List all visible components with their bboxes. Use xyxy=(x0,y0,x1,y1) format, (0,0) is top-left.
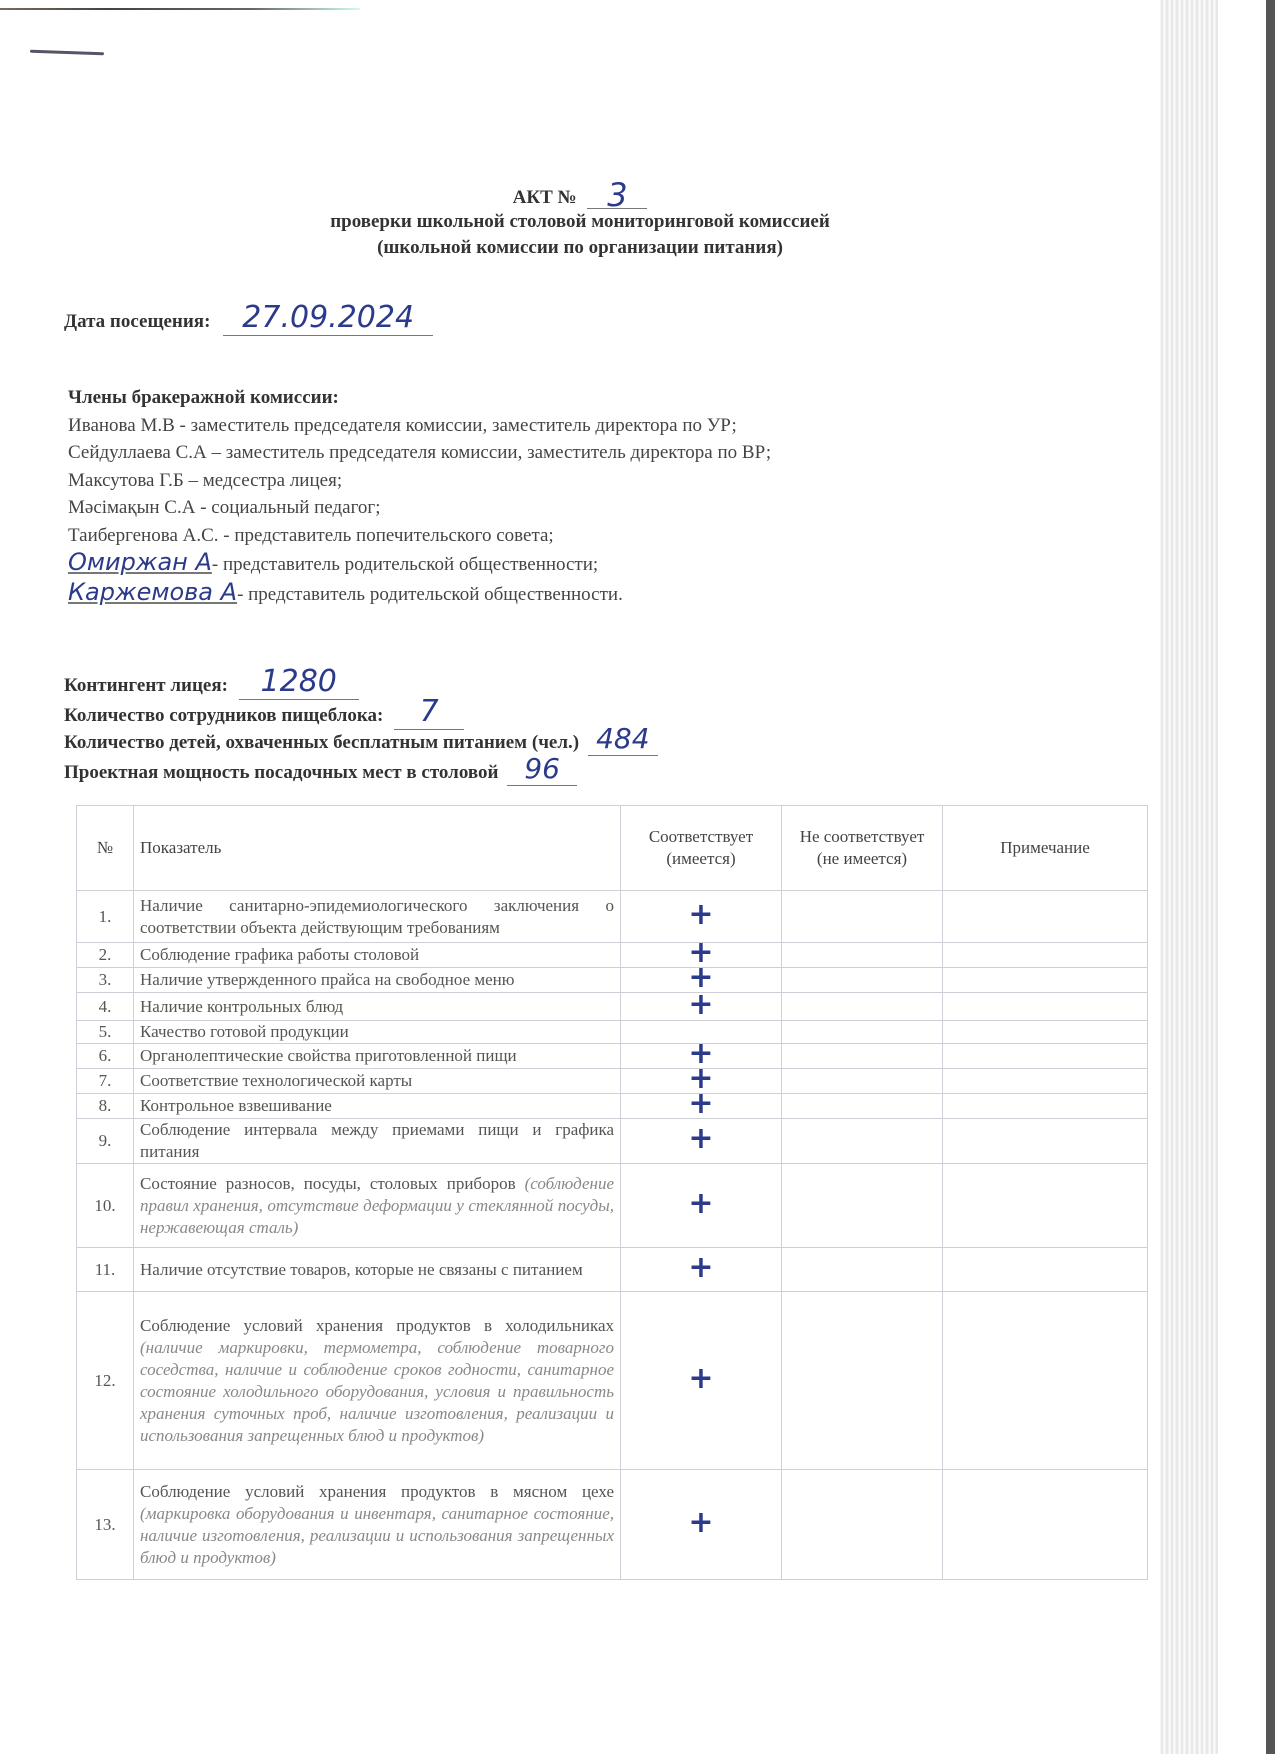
row-note xyxy=(943,968,1148,993)
plus-mark-icon: + xyxy=(688,1249,714,1285)
table-row xyxy=(77,1292,1148,1470)
indicator-text: Органолептические свойства приготовленной пищи xyxy=(140,1046,517,1065)
row-note xyxy=(943,993,1148,1021)
member-name: Мәсімақын С.А xyxy=(68,497,196,518)
member-row xyxy=(68,439,771,467)
plus-mark-icon: + xyxy=(688,935,714,970)
member-role: - заместитель председателя комиссии, заместитель директора по УР; xyxy=(174,414,737,436)
row-not-complies xyxy=(782,968,943,993)
member-row xyxy=(68,549,771,579)
indicator-text: Соблюдение условий хранения продуктов в холодильниках xyxy=(140,1315,614,1335)
row-complies xyxy=(621,986,782,1022)
row-number: 1. xyxy=(77,891,134,943)
row-indicator xyxy=(134,1044,621,1069)
indicator-text: Соблюдение графика работы столовой xyxy=(140,945,420,964)
row-number: 4. xyxy=(77,993,134,1021)
indicator-text: Соблюдение условий хранения продуктов в мясном цехе xyxy=(140,1481,614,1501)
scan-edge-noise xyxy=(1160,0,1218,1754)
row-not-complies xyxy=(782,943,943,968)
row-indicator xyxy=(134,891,621,943)
plus-mark-icon: + xyxy=(688,1086,714,1121)
row-number: 6. xyxy=(77,1044,134,1069)
member-name: Сейдуллаева С.А xyxy=(68,442,207,463)
inspection-checklist-table xyxy=(76,805,1148,1580)
free-meals-value: 484 xyxy=(588,722,658,756)
row-not-complies xyxy=(782,891,943,943)
seats-label: Проектная мощность посадочных мест в столовой xyxy=(64,762,499,783)
row-not-complies xyxy=(782,1044,943,1069)
indicator-text: Контрольное взвешивание xyxy=(140,1096,332,1115)
row-not-complies xyxy=(782,1292,943,1470)
row-note xyxy=(943,1021,1148,1044)
member-row xyxy=(68,412,771,440)
table-row xyxy=(77,1164,1148,1248)
member-row xyxy=(68,494,771,522)
row-note xyxy=(943,1470,1148,1580)
row-not-complies xyxy=(782,1248,943,1292)
staff-value: 7 xyxy=(394,694,464,730)
row-indicator xyxy=(134,1164,621,1248)
row-number: 12. xyxy=(77,1292,134,1470)
row-number: 8. xyxy=(77,1094,134,1119)
header-complies: Соответствует (имеется) xyxy=(621,806,782,891)
row-not-complies xyxy=(782,1470,943,1580)
free-meals-label: Количество детей, охваченных бесплатным питанием (чел.) xyxy=(64,732,580,753)
subtitle-line-2: (школьной комиссии по организации питания) xyxy=(377,237,783,258)
row-complies xyxy=(621,1248,782,1292)
indicator-detail: (маркировка оборудования и инвентаря, санитарное состояние, наличие изготовления, реализации и использования запрещенных блюд и продуктов) xyxy=(140,1503,614,1567)
scan-mark xyxy=(30,50,104,56)
row-number: 9. xyxy=(77,1119,134,1164)
indicator-text: Наличие санитарно-эпидемиологического заключения о соответствии объекта действующим требованиям xyxy=(140,895,614,937)
member-row xyxy=(68,467,771,495)
plus-mark-icon: + xyxy=(688,1360,714,1396)
visit-date-value: 27.09.2024 xyxy=(223,300,433,336)
header-indicator: Показатель xyxy=(134,806,621,891)
row-not-complies xyxy=(782,993,943,1021)
row-indicator xyxy=(134,1119,621,1164)
row-indicator xyxy=(134,1292,621,1470)
row-number: 2. xyxy=(77,943,134,968)
row-indicator xyxy=(134,1069,621,1094)
row-note xyxy=(943,943,1148,968)
scan-edge-bar xyxy=(1266,0,1275,1754)
plus-mark-icon: + xyxy=(688,1185,714,1221)
header-num: № xyxy=(77,806,134,891)
member-row xyxy=(68,579,771,609)
member-role: - представитель попечительского совета; xyxy=(218,524,554,546)
row-note xyxy=(943,1248,1148,1292)
member-role: - представитель родительской общественности. xyxy=(237,583,623,605)
member-row xyxy=(68,522,771,550)
row-note xyxy=(943,1094,1148,1119)
row-note xyxy=(943,1164,1148,1248)
row-indicator xyxy=(134,943,621,968)
table-row xyxy=(77,993,1148,1021)
indicator-text: Качество готовой продукции xyxy=(140,1022,349,1041)
contingent-label: Контингент лицея: xyxy=(64,675,228,696)
member-name: Максутова Г.Б xyxy=(68,469,184,491)
member-role: - социальный педагог; xyxy=(195,497,381,518)
seats-field xyxy=(64,752,577,786)
row-indicator xyxy=(134,1248,621,1292)
row-number: 7. xyxy=(77,1069,134,1094)
plus-mark-icon: + xyxy=(688,1036,714,1071)
member-role: – заместитель председателя комиссии, заместитель директора по ВР; xyxy=(206,442,772,463)
row-note xyxy=(943,1119,1148,1164)
contingent-value: 1280 xyxy=(239,664,359,700)
indicator-text: Наличие контрольных блюд xyxy=(140,996,344,1016)
table-row xyxy=(77,943,1148,968)
indicator-text: Соблюдение интервала между приемами пищи и графика питания xyxy=(140,1120,614,1161)
plus-mark-icon: + xyxy=(688,1504,714,1540)
member-name-handwritten: Каржемова А xyxy=(68,577,238,606)
plus-mark-icon: + xyxy=(688,896,714,932)
indicator-detail: (соблюдение правил хранения, отсутствие деформации у стеклянной посуды, нержавеющая сталь) xyxy=(140,1173,615,1237)
row-complies xyxy=(621,1086,782,1121)
commission-heading: Члены бракеражной комиссии: xyxy=(68,387,339,408)
row-indicator xyxy=(134,1021,621,1044)
staff-label: Количество сотрудников пищеблока: xyxy=(64,705,384,726)
row-complies xyxy=(621,1292,782,1470)
visit-date-field xyxy=(64,300,433,336)
table-row xyxy=(77,1021,1148,1044)
row-number: 11. xyxy=(77,1248,134,1292)
row-number: 13. xyxy=(77,1470,134,1580)
table-row xyxy=(77,968,1148,993)
table-row xyxy=(77,1094,1148,1119)
row-number: 5. xyxy=(77,1021,134,1044)
table-row xyxy=(77,1119,1148,1164)
table-header-row xyxy=(77,806,1148,891)
row-number: 10. xyxy=(77,1164,134,1248)
header-not-complies: Не соответствует (не имеется) xyxy=(782,806,943,891)
row-indicator xyxy=(134,993,621,1021)
visit-date-label: Дата посещения: xyxy=(64,311,211,332)
indicator-text: Наличие отсутствие товаров, которые не связаны с питанием xyxy=(140,1259,583,1279)
free-meals-field xyxy=(64,722,658,756)
plus-mark-icon: + xyxy=(688,960,714,995)
plus-mark-icon: + xyxy=(688,1061,714,1096)
member-name: Таибергенова А.С. xyxy=(68,524,219,546)
row-complies xyxy=(621,1164,782,1248)
indicator-detail: (наличие маркировки, термометра, соблюдение товарного соседства, наличие и соблюдение сроков годности, санитарное состояние холодильного оборудования, условия и правильность хранения суточных проб, наличие изготовления, реализации и использования запрещенных блюд и продуктов) xyxy=(140,1337,614,1445)
header-note: Примечание xyxy=(943,806,1148,891)
row-not-complies xyxy=(782,1069,943,1094)
row-note xyxy=(943,1044,1148,1069)
row-complies xyxy=(621,1119,782,1164)
row-note xyxy=(943,891,1148,943)
commission-members xyxy=(68,384,771,608)
plus-mark-icon: + xyxy=(688,1121,714,1156)
row-indicator xyxy=(134,1094,621,1119)
row-complies xyxy=(621,1470,782,1580)
row-not-complies xyxy=(782,1094,943,1119)
row-indicator xyxy=(134,968,621,993)
indicator-text: Наличие утвержденного прайса на свободное меню xyxy=(140,970,515,989)
table-row xyxy=(77,1248,1148,1292)
member-name: Иванова М.В xyxy=(68,414,175,436)
seats-value: 96 xyxy=(507,752,577,786)
row-note xyxy=(943,1292,1148,1470)
row-indicator xyxy=(134,1470,621,1580)
act-number: 3 xyxy=(587,182,647,209)
subtitle-line-1: проверки школьной столовой мониторинговой комиссией xyxy=(330,211,830,232)
indicator-text: Соответствие технологической карты xyxy=(140,1071,413,1090)
row-not-complies xyxy=(782,1021,943,1044)
table-row xyxy=(77,891,1148,943)
indicator-text: Состояние разносов, посуды, столовых приборов xyxy=(140,1173,516,1193)
table-row xyxy=(77,1069,1148,1094)
row-number: 3. xyxy=(77,968,134,993)
document-title xyxy=(0,176,1160,261)
act-label: АКТ № xyxy=(512,187,577,208)
member-role: – медсестра лицея; xyxy=(183,469,343,491)
table-row xyxy=(77,1470,1148,1580)
row-note xyxy=(943,1069,1148,1094)
row-not-complies xyxy=(782,1164,943,1248)
scan-top-rule xyxy=(0,8,360,10)
act-heading xyxy=(0,176,1160,214)
member-name-handwritten: Омиржан А xyxy=(68,548,212,576)
table-row xyxy=(77,1044,1148,1069)
row-not-complies xyxy=(782,1119,943,1164)
member-role: - представитель родительской общественности; xyxy=(211,554,599,575)
plus-mark-icon: + xyxy=(688,986,714,1022)
